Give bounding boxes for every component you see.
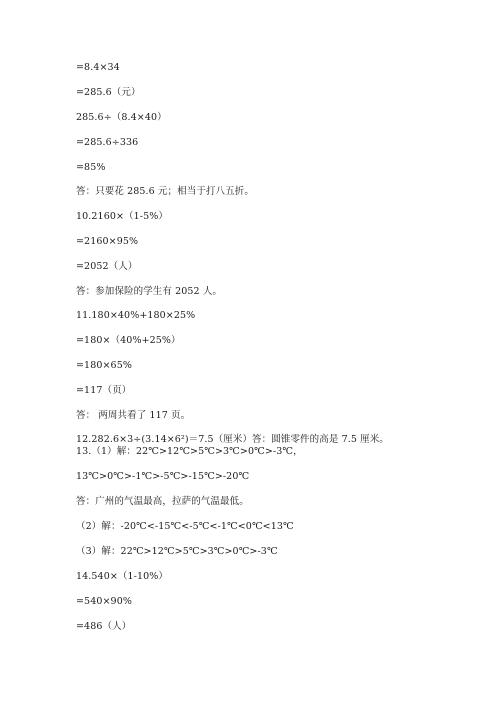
answer-line: 答：参加保险的学生有 2052 人。 bbox=[76, 286, 223, 297]
text-line: =2052（人） bbox=[76, 261, 138, 272]
text-line: =285.6÷336 bbox=[76, 137, 139, 148]
problem-heading: 14.540×（1-10%） bbox=[76, 571, 168, 582]
text-line: 285.6÷（8.4×40） bbox=[76, 112, 167, 123]
problem-heading: 13.（1）解：22℃>12℃>5℃>3℃>0℃>-3℃， bbox=[76, 446, 303, 457]
text-line: =180×（40%+25%） bbox=[76, 335, 181, 346]
text-line: =285.6（元） bbox=[76, 87, 141, 98]
text-line: =8.4×34 bbox=[76, 62, 120, 73]
problem-heading: 10.2160×（1-5%） bbox=[76, 211, 168, 222]
text-line: （3）解：22℃>12℃>5℃>3℃>0℃>-3℃ bbox=[76, 546, 278, 557]
text-line: （2）解：-20℃<-15℃<-5℃<-1℃<0℃<13℃ bbox=[76, 521, 294, 532]
text-line: =180×65% bbox=[76, 360, 132, 371]
text-line: =85% bbox=[76, 162, 106, 173]
answer-line: 答： 两周共看了 117 页。 bbox=[76, 410, 191, 421]
text-line: =2160×95% bbox=[76, 236, 139, 247]
answer-line: 答：只要花 285.6 元；相当于打八五折。 bbox=[76, 186, 254, 197]
problem-heading: 11.180×40%+180×25% bbox=[76, 310, 196, 321]
text-line: 13℃>0℃>-1℃>-5℃>-15℃>-20℃ bbox=[76, 471, 250, 482]
text-line: =117（页） bbox=[76, 385, 132, 396]
text-line: =486（人） bbox=[76, 621, 132, 632]
problem-heading: 12.282.6×3÷(3.14×6²)＝7.5（厘米）答：圆锥零件的高是 7.5 厘米。 bbox=[76, 434, 389, 445]
answer-line: 答：广州的气温最高，拉萨的气温最低。 bbox=[76, 496, 249, 507]
text-line: =540×90% bbox=[76, 596, 132, 607]
